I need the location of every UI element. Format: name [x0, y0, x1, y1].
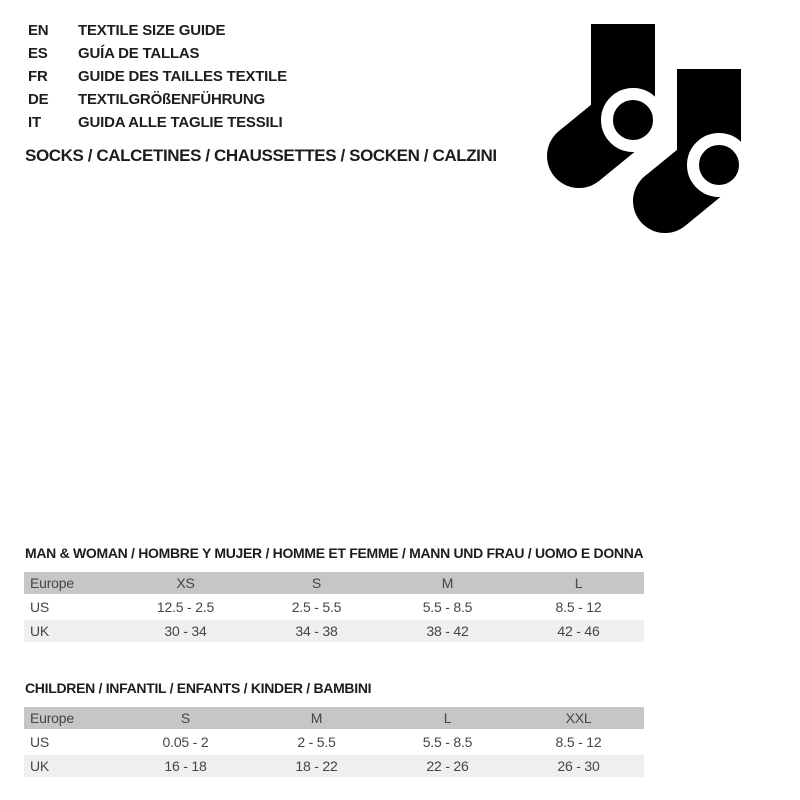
- table-title-children: CHILDREN / INFANTIL / ENFANTS / KINDER / BAMBINI: [25, 680, 372, 696]
- size-value: 42 - 46: [513, 620, 644, 642]
- column-header-size: M: [251, 707, 382, 729]
- size-value: 26 - 30: [513, 755, 644, 777]
- column-header-size: S: [120, 707, 251, 729]
- language-row: [28, 111, 287, 134]
- column-header-size: M: [382, 572, 513, 594]
- size-value: 8.5 - 12: [513, 596, 644, 618]
- language-list: [28, 19, 287, 134]
- size-value: 2 - 5.5: [251, 731, 382, 753]
- size-value: 12.5 - 2.5: [120, 596, 251, 618]
- size-table-children: [24, 705, 644, 779]
- size-value: 18 - 22: [251, 755, 382, 777]
- table-row-us: [24, 596, 644, 618]
- language-label: GUIDA ALLE TAGLIE TESSILI: [78, 114, 283, 131]
- language-code: IT: [28, 114, 41, 131]
- language-code: FR: [28, 68, 48, 85]
- language-row: [28, 65, 287, 88]
- region-label: US: [24, 731, 120, 753]
- region-label: UK: [24, 620, 120, 642]
- column-header-region: Europe: [24, 572, 120, 594]
- category-title: SOCKS / CALCETINES / CHAUSSETTES / SOCKEN / CALZINI: [25, 146, 497, 165]
- column-header-size: L: [513, 572, 644, 594]
- socks-icon: [540, 24, 770, 239]
- size-value: 38 - 42: [382, 620, 513, 642]
- table-row-uk: [24, 620, 644, 642]
- language-label: TEXTILGRÖßENFÜHRUNG: [78, 91, 266, 108]
- size-section-adults: [24, 546, 644, 644]
- column-header-size: S: [251, 572, 382, 594]
- language-row: [28, 19, 287, 42]
- size-value: 2.5 - 5.5: [251, 596, 382, 618]
- size-value: 0.05 - 2: [120, 731, 251, 753]
- table-header-row: [24, 572, 644, 594]
- language-label: GUÍA DE TALLAS: [78, 45, 200, 62]
- table-row-us: [24, 731, 644, 753]
- size-value: 5.5 - 8.5: [382, 731, 513, 753]
- table-title-adults: MAN & WOMAN / HOMBRE Y MUJER / HOMME ET FEMME / MANN UND FRAU / UOMO E DONNA: [25, 545, 644, 561]
- language-code: ES: [28, 45, 48, 62]
- sock-left-icon: [547, 24, 659, 188]
- size-value: 30 - 34: [120, 620, 251, 642]
- language-code: EN: [28, 22, 49, 39]
- language-row: [28, 88, 287, 111]
- language-label: GUIDE DES TAILLES TEXTILE: [78, 68, 287, 85]
- region-label: US: [24, 596, 120, 618]
- column-header-size: XS: [120, 572, 251, 594]
- table-row-uk: [24, 755, 644, 777]
- column-header-region: Europe: [24, 707, 120, 729]
- size-value: 16 - 18: [120, 755, 251, 777]
- size-table-adults: [24, 570, 644, 644]
- language-label: TEXTILE SIZE GUIDE: [78, 22, 226, 39]
- column-header-size: XXL: [513, 707, 644, 729]
- size-section-children: [24, 681, 644, 779]
- size-value: 22 - 26: [382, 755, 513, 777]
- language-code: DE: [28, 91, 49, 108]
- table-header-row: [24, 707, 644, 729]
- language-row: [28, 42, 287, 65]
- size-value: 8.5 - 12: [513, 731, 644, 753]
- region-label: UK: [24, 755, 120, 777]
- column-header-size: L: [382, 707, 513, 729]
- size-value: 34 - 38: [251, 620, 382, 642]
- size-value: 5.5 - 8.5: [382, 596, 513, 618]
